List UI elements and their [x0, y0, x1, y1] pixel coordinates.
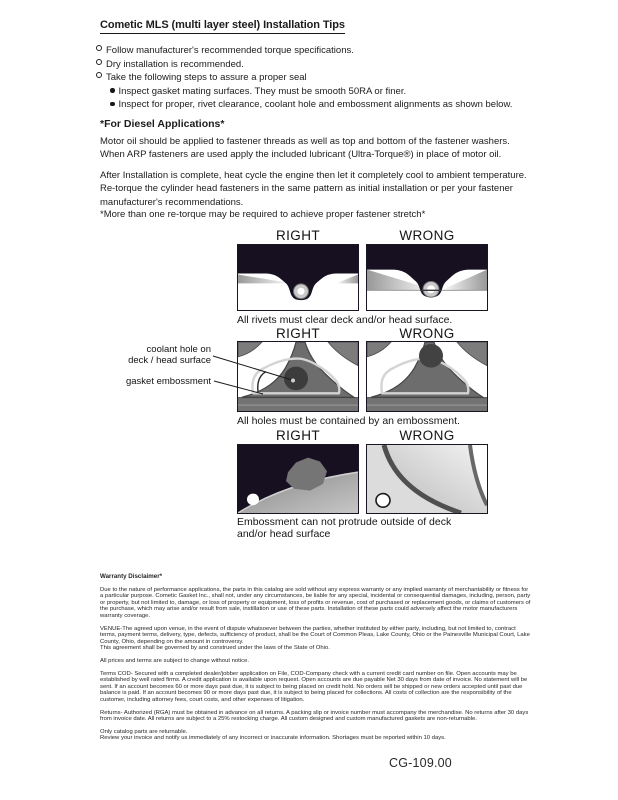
fig2-wrong-label: WRONG — [399, 326, 455, 341]
disclaimer-paragraph: Terms COD- Secured with a completed dealer/jobber application on File, COD-Company check with a current credit card number on file. Open accounts may be established by well rated firms. A credit application is available upon request. Open accounts are due payable Net 30 days from date of invoice. No statement will be sent. If an account becomes 60 or more days past due, it is subject to being placed on credit hold. No orders will be shipped or new orders accepted until past due balance is paid. If an account becomes 90 or more days past due, it is subject to being placed for collections. All costs of collection are the responsibility of the customer, including attorney fees, court costs, and other expenses of litigation. — [100, 670, 528, 703]
circle-bullet-icon — [96, 45, 102, 51]
diesel-heading: *For Diesel Applications* — [100, 118, 225, 130]
fig1-right-panel — [237, 244, 359, 311]
disclaimer-paragraph: Only catalog parts are returnable. — [100, 728, 188, 735]
fig1-wrong-panel — [366, 244, 488, 311]
tip-text: Dry installation is recommended. — [106, 58, 244, 70]
disclaimer-paragraph: Returns- Authorized (RGA) must be obtained in advance on all returns. A packing slip or invoice number must accompany the merchandise. No returns after 30 days from invoice date. All returns are subject to a 25% restocking charge. All custom designed and custom manufactured gaskets are non-returnable. — [100, 709, 529, 723]
fig3-wrong-panel — [366, 444, 488, 514]
retorque-note: *More than one re-torque may be required to achieve proper fastener stretch* — [100, 209, 426, 220]
fig1-right-label: RIGHT — [276, 228, 320, 243]
embossment-inside-diagram — [238, 445, 358, 513]
disclaimer-paragraph: All prices and terms are subject to change without notice. — [100, 657, 249, 664]
tip-text: Take the following steps to assure a proper seal — [106, 72, 307, 83]
fig3-wrong-label: WRONG — [399, 428, 455, 443]
list-item — [96, 85, 541, 99]
coolant-hole — [419, 344, 443, 368]
dot-bullet-icon — [110, 88, 115, 93]
disclaimer-paragraph: Review your invoice and notify us immediately of any incorrect or inaccurate information. Shortages must be reported within 10 days. — [100, 735, 446, 742]
fig3-right-label: RIGHT — [276, 428, 320, 443]
rivet-clear-diagram — [238, 245, 358, 310]
tips-list — [96, 44, 541, 112]
tip-text: Inspect gasket mating surfaces. They must be smooth 50RA or finer. — [118, 85, 407, 97]
fig3-right-panel — [237, 444, 359, 514]
tip-text: Inspect for proper, rivet clearance, coolant hole and embossment alignments as shown below. — [118, 99, 513, 110]
circle-bullet-icon — [96, 59, 102, 65]
list-item — [96, 98, 541, 112]
warranty-disclaimer — [100, 574, 533, 748]
disclaimer-paragraph: VENUE-The agreed upon venue, in the event of dispute whatsoever between the parties, whether instituted by either party, including, but not limited to, contract terms, payment terms, delivery, type, defects, sufficiency of product, shall be the Court of Common Pleas, Lake County, Ohio or the Painesville Municipal Court, Lake County, Ohio, depending on the amount in controversy. — [100, 625, 530, 645]
bolt-hole — [247, 494, 259, 506]
fig1-caption: All rivets must clear deck and/or head surface. — [237, 314, 453, 326]
circle-bullet-icon — [96, 72, 102, 78]
page-code: CG-109.00 — [389, 756, 452, 770]
fig2-right-label: RIGHT — [276, 326, 320, 341]
list-item — [96, 71, 541, 85]
page-title: Cometic MLS (multi layer steel) Installation Tips — [100, 19, 345, 34]
tip-text: Follow manufacturer's recommended torque specifications. — [106, 45, 354, 56]
disclaimer-paragraph: Due to the nature of performance applications, the parts in this catalog are sold without any express warranty or any implied warranty of merchantability or fitness for a particular purpose. Cometic Gasket Inc., shall not, under any circumstances, be liable for any special, incidental or consequential damages, including, person, party or property, but not limited to, damage, or loss of property or equipment, loss of profits or revenue, cost of purchased or replacement goods, or claims of customers of the purchase, which may arise and/or result from sale, instillation or use of these parts. Installation of these parts could adversely affect the motor manufacturers warranty coverage. — [100, 586, 531, 619]
diesel-paragraph-1: Motor oil should be applied to fastener threads as well as top and bottom of the fastener washers. When ARP fasteners are used apply the included lubricant (Ultra-Torque®) in place of motor oil. — [100, 136, 510, 161]
diesel-paragraph-2: After Installation is complete, heat cycle the engine then let it completely cool to ambient temperature. Re-torque the cylinder head fasteners in the same pattern as initial installation or per your fastener manufacturer's recommendations. — [100, 170, 527, 208]
rivet-interference-diagram — [367, 245, 487, 310]
fig2-right-panel — [237, 341, 359, 412]
hole-outside-diagram — [367, 342, 487, 411]
coolant-hole-annotation: coolant hole on deck / head surface — [128, 344, 211, 366]
coolant-hole — [284, 367, 308, 391]
hole-contained-diagram — [238, 342, 358, 411]
embossment-protruding-diagram — [367, 445, 487, 513]
disclaimer-heading: Warranty Disclaimer* — [100, 573, 163, 580]
disclaimer-paragraph: This agreement shall be governed by and construed under the laws of the State of Ohio. — [100, 645, 330, 652]
gasket-embossment-annotation: gasket embossment — [125, 376, 211, 387]
fig1-wrong-label: WRONG — [399, 228, 455, 243]
dot-bullet-icon — [110, 102, 115, 107]
fig2-wrong-panel — [366, 341, 488, 412]
list-item — [96, 44, 541, 58]
list-item — [96, 58, 541, 72]
bolt-hole — [376, 494, 390, 508]
fig2-caption: All holes must be contained by an embossment. — [237, 415, 460, 427]
fig3-caption: Embossment can not protrude outside of deck and/or head surface — [237, 516, 452, 540]
